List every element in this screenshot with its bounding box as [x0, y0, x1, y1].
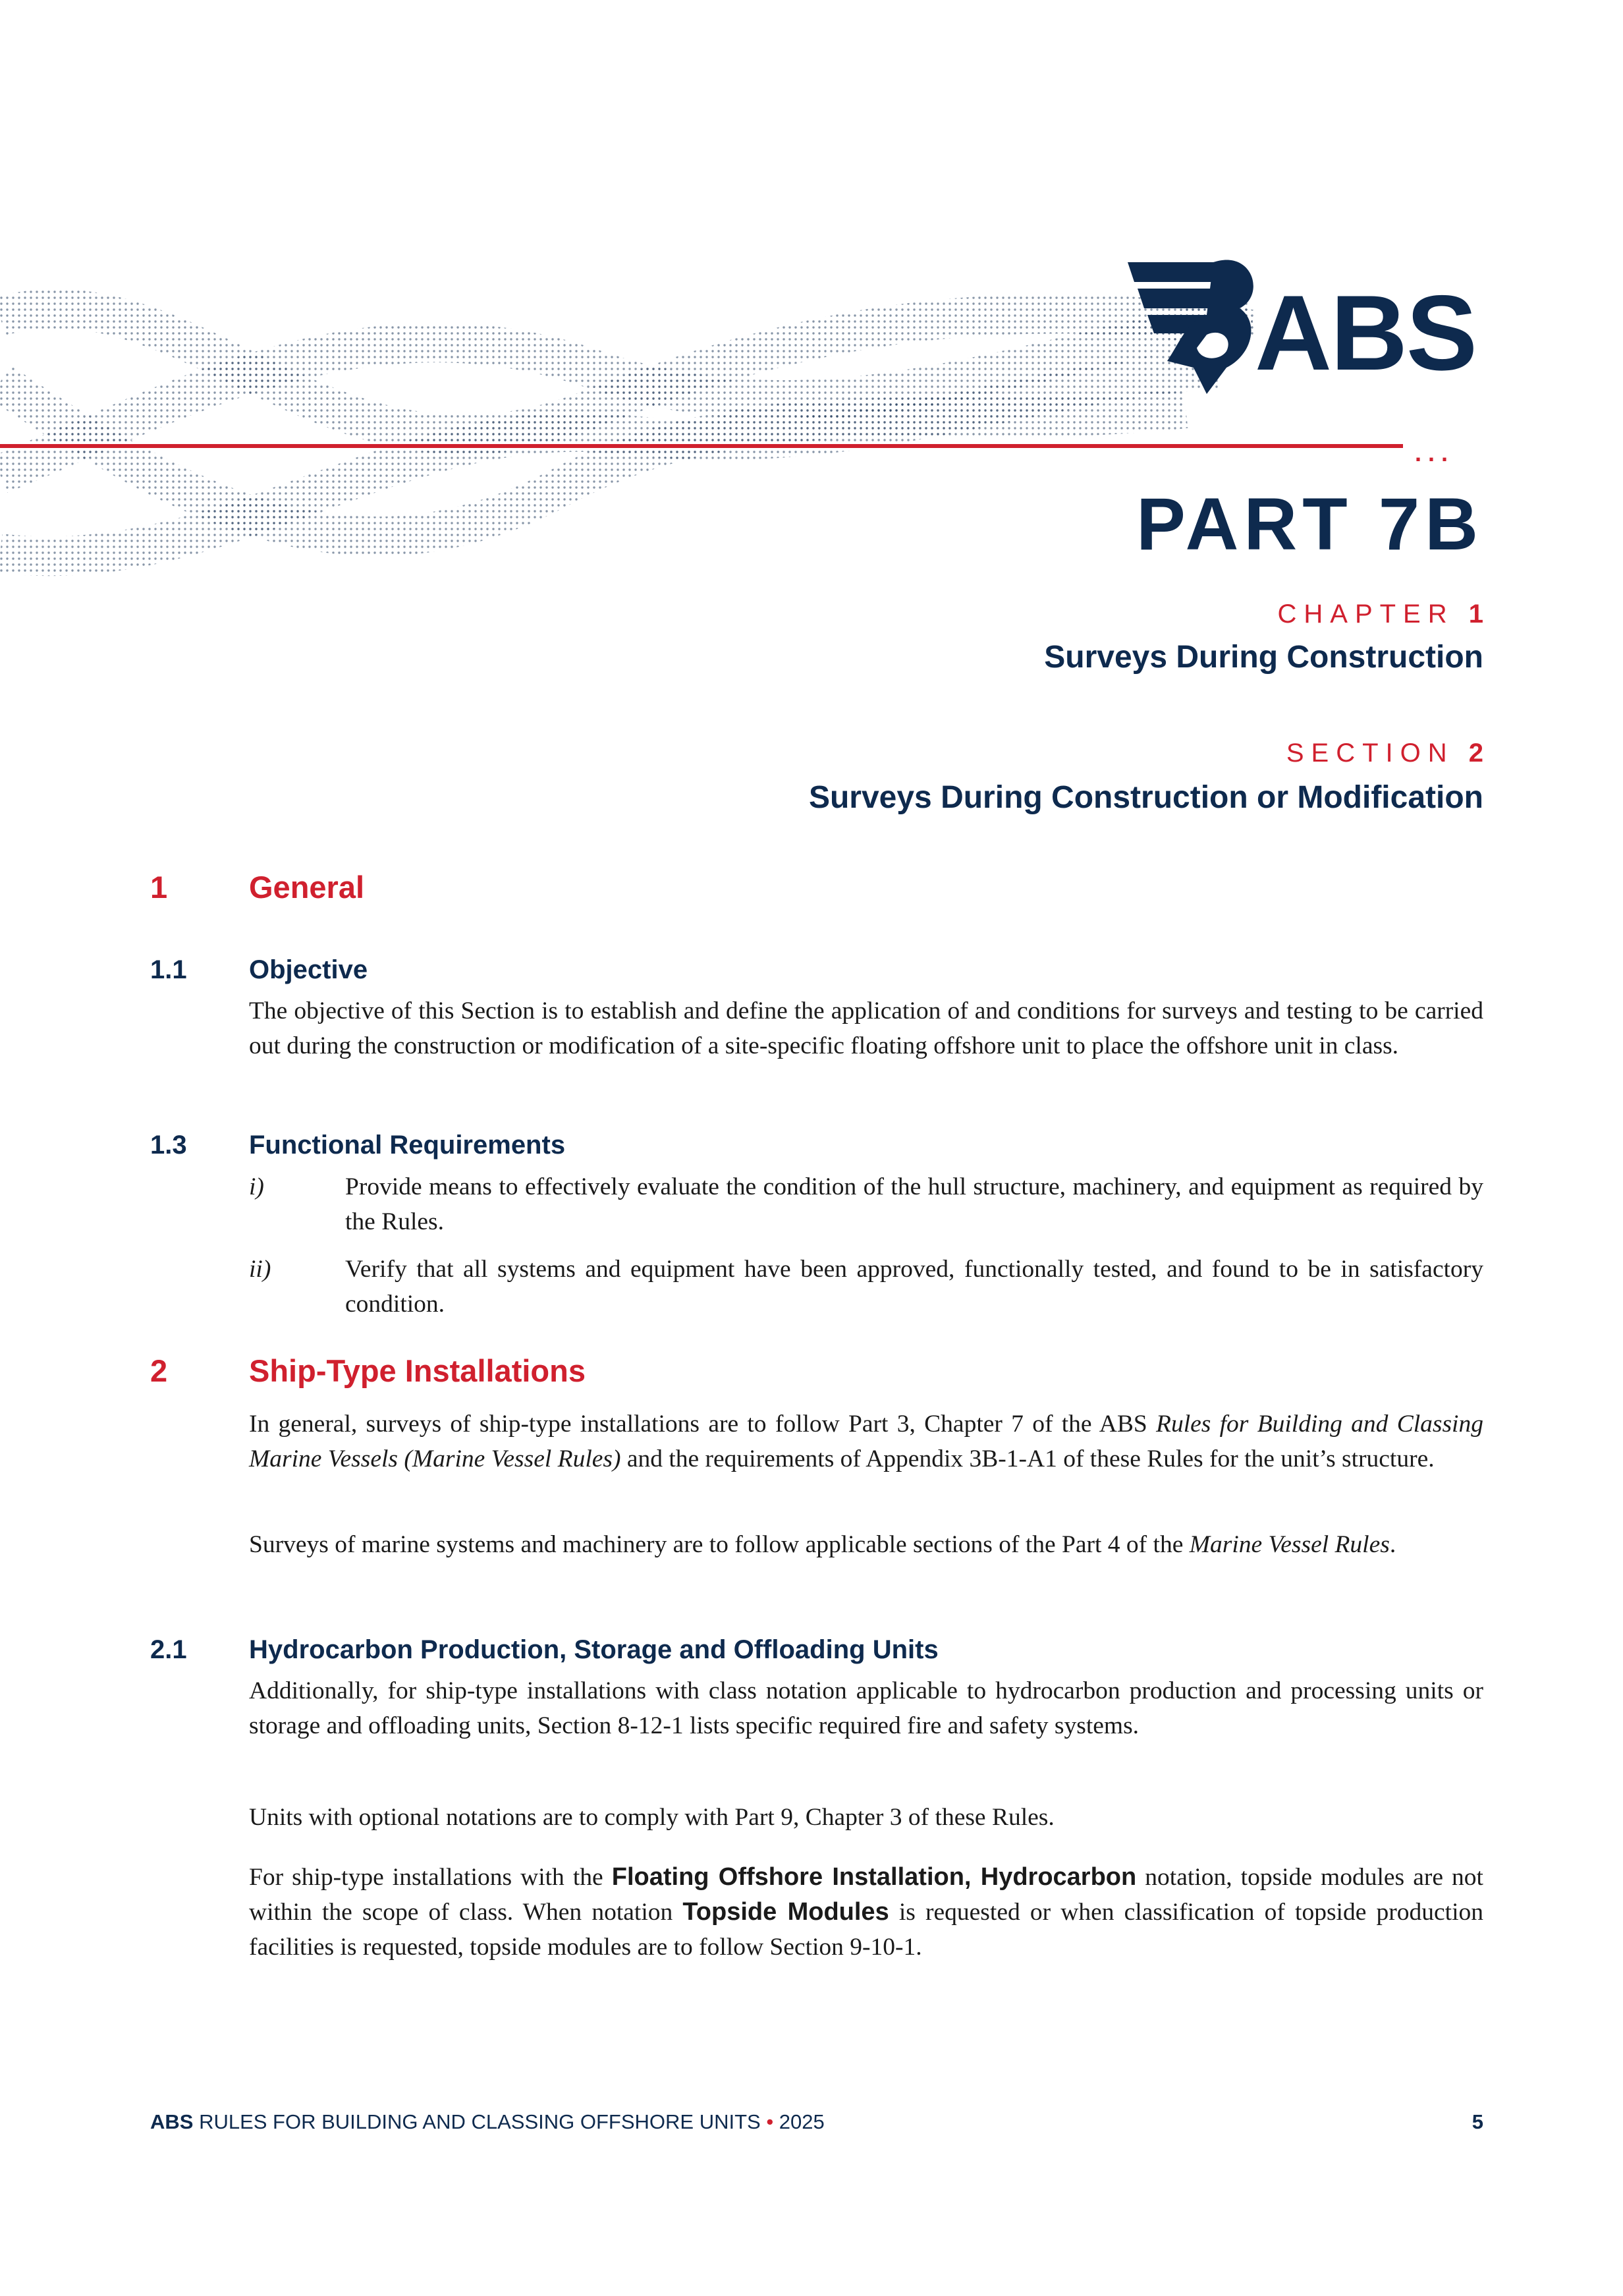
- hydrocarbon-paragraph-1: Additionally, for ship-type installations with class notation applicable to hydrocarbon production and processing units or storage and offloading units, Section 8-12-1 lists specific required fire and safety systems.: [249, 1677, 1483, 1739]
- heading-text: Objective: [249, 955, 368, 984]
- abs-logo-text: ABS: [1255, 273, 1477, 393]
- text-run: is requested or when classification of topside production facilities is requested, topside modules are to follow Section 9-10-1.: [249, 1899, 1483, 1961]
- part-title: PART 7B: [1136, 483, 1483, 565]
- chapter-title: Surveys During Construction: [1044, 640, 1483, 675]
- footer-title: RULES FOR BUILDING AND CLASSING OFFSHORE UNITS: [193, 2110, 767, 2133]
- heading-number: 1: [150, 870, 168, 905]
- ship-type-paragraph-1: [249, 1407, 1483, 1476]
- chapter-label: [1277, 601, 1483, 627]
- list-marker: i): [249, 1173, 264, 1200]
- heading-number: 1.3: [150, 1131, 187, 1160]
- red-divider-line: [0, 444, 1403, 448]
- hydrocarbon-paragraph-2: Units with optional notations are to comply with Part 9, Chapter 3 of these Rules.: [249, 1804, 1055, 1831]
- chapter-word: CHAPTER: [1277, 600, 1454, 629]
- list-item: [249, 1252, 1483, 1322]
- list-item-text: Verify that all systems and equipment have been approved, functionally tested, and found to be in satisfactory condition.: [345, 1256, 1483, 1318]
- chapter-number: 1: [1468, 600, 1483, 629]
- italic-rule-title: Marine Vessel Rules: [1189, 1531, 1390, 1558]
- section-title: Surveys During Construction or Modification: [808, 780, 1483, 815]
- notation-text: Floating Offshore Installation, Hydrocarbon: [611, 1863, 1137, 1891]
- text-run: and the requirements of Appendix 3B-1-A1 of these Rules for the unit’s structure.: [620, 1445, 1435, 1472]
- section-number: 2: [1468, 739, 1483, 768]
- italic-rule-title: Rules for Building and Classing Marine Vessels (Marine Vessel Rules): [249, 1411, 1483, 1472]
- list-marker: ii): [249, 1256, 271, 1283]
- footer-year: 2025: [773, 2110, 825, 2133]
- footer-brand: ABS: [150, 2110, 194, 2133]
- text-run: notation, topside modules are not within the scope of class. When notation: [249, 1864, 1483, 1926]
- ship-type-paragraph-2: [249, 1527, 1483, 1562]
- section-word: SECTION: [1286, 739, 1454, 768]
- footer-bullet: •: [766, 2110, 774, 2133]
- heading-text: General: [249, 870, 365, 905]
- heading-number: 2: [150, 1353, 168, 1388]
- text-run: Surveys of marine systems and machinery are to follow applicable sections of the Part 4 of the: [249, 1531, 1190, 1558]
- hydrocarbon-paragraph-3: [249, 1860, 1483, 1965]
- heading-text: Ship-Type Installations: [249, 1353, 586, 1388]
- page-footer: [150, 2112, 825, 2132]
- list-item: [249, 1169, 1483, 1239]
- heading-number: 2.1: [150, 1635, 187, 1664]
- text-run: In general, surveys of ship-type installations are to follow Part 3, Chapter 7 of the ABS: [249, 1411, 1157, 1438]
- text-run: For ship-type installations with the: [249, 1864, 612, 1891]
- heading-text: Hydrocarbon Production, Storage and Offloading Units: [249, 1635, 939, 1664]
- heading-number: 1.1: [150, 955, 187, 984]
- page-number: 5: [1472, 2110, 1483, 2133]
- notation-text: Topside Modules: [682, 1898, 889, 1926]
- text-run: .: [1389, 1531, 1396, 1558]
- objective-paragraph: The objective of this Section is to establish and define the application of and conditions for surveys and testing to be carried out during the construction or modification of a site-specific floating offshore unit to place the offshore unit in class.: [249, 997, 1483, 1059]
- section-label: [1286, 740, 1483, 766]
- red-divider-dots: ...: [1415, 439, 1455, 466]
- heading-text: Functional Requirements: [249, 1131, 566, 1160]
- list-item-text: Provide means to effectively evaluate the condition of the hull structure, machinery, and equipment as required by the Rules.: [345, 1173, 1483, 1235]
